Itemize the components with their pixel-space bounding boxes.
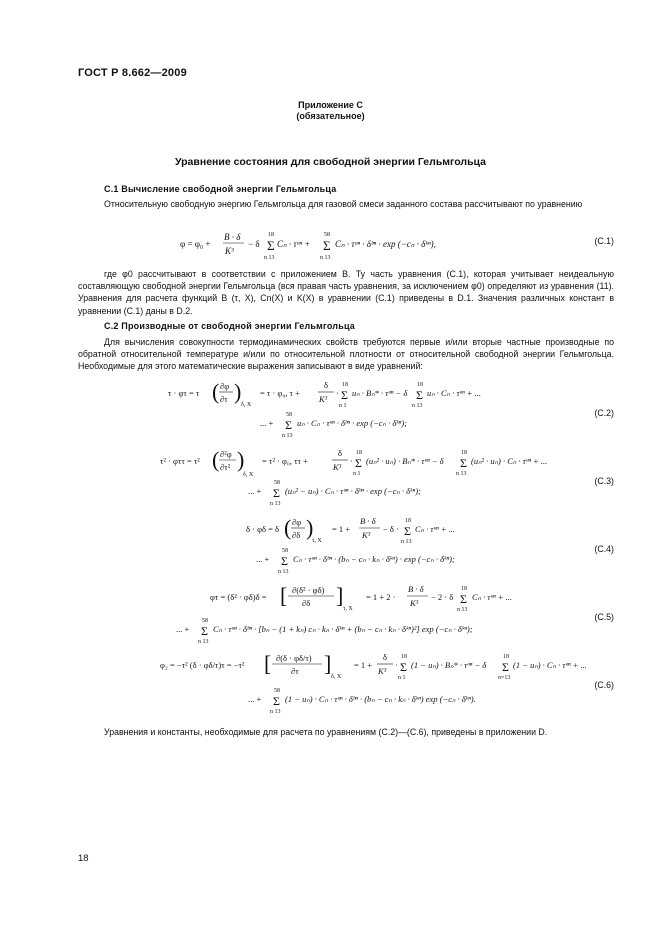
svg-text:18: 18: [342, 382, 348, 388]
page-number: 18: [78, 853, 89, 864]
svg-text:Σ: Σ: [267, 238, 275, 253]
svg-text:δ: δ: [383, 652, 388, 662]
svg-text:∂δ: ∂δ: [302, 598, 311, 608]
section-heading-c1: С.1 Вычисление свободной энергии Гельмгольца: [104, 184, 337, 194]
svg-text:n=13: n=13: [498, 675, 511, 681]
svg-text:= 1 + 2 ·: = 1 + 2 ·: [366, 592, 396, 602]
svg-text:K³: K³: [362, 530, 371, 540]
svg-text:Σ: Σ: [400, 660, 407, 674]
svg-text:∂²φ: ∂²φ: [220, 449, 232, 459]
svg-text:φτ = (δ² · φδ)δ =: φτ = (δ² · φδ)δ =: [210, 592, 267, 602]
svg-text:58: 58: [202, 618, 208, 624]
svg-text:·: ·: [350, 456, 353, 466]
svg-text:n 13: n 13: [320, 255, 331, 261]
svg-text:n 13: n 13: [270, 501, 281, 506]
svg-text:− δ: − δ: [248, 239, 260, 249]
svg-text:uₙ · Bₙ* · τᵘⁿ − δ: uₙ · Bₙ* · τᵘⁿ − δ: [352, 388, 408, 398]
svg-text:τ² · φττ = τ²: τ² · φττ = τ²: [160, 456, 200, 466]
svg-text:K³: K³: [319, 394, 328, 404]
svg-text:18: 18: [417, 382, 423, 388]
svg-text:n 13: n 13: [278, 569, 289, 574]
svg-text:Cₙ · τᵘⁿ +: Cₙ · τᵘⁿ +: [277, 239, 311, 249]
svg-text:(uₙ² · uₙ) · Bₙ* · τᵘⁿ − δ: (uₙ² · uₙ) · Bₙ* · τᵘⁿ − δ: [366, 456, 444, 466]
svg-text:58: 58: [274, 688, 280, 694]
svg-text:Σ: Σ: [201, 624, 208, 638]
svg-text:n 1: n 1: [398, 675, 406, 681]
svg-text:uₙ · Cₙ · τᵘⁿ + ...: uₙ · Cₙ · τᵘⁿ + ...: [427, 388, 482, 398]
svg-text:K³: K³: [410, 598, 419, 608]
svg-text:∂τ²: ∂τ²: [220, 462, 231, 472]
svg-text:Σ: Σ: [416, 388, 423, 402]
equation-c1-formula: [180, 228, 480, 264]
svg-text:18: 18: [356, 450, 362, 456]
svg-text:58: 58: [282, 548, 288, 554]
svg-text:n 13: n 13: [270, 709, 281, 714]
svg-text:n 1: n 1: [339, 403, 347, 409]
equation-c4-number: (С.4): [594, 544, 614, 554]
page-title: Уравнение состояния для свободной энергии Гельмгольца: [175, 156, 486, 168]
svg-text:): ): [234, 379, 242, 404]
equation-c1-number: (С.1): [594, 236, 614, 246]
svg-text:18: 18: [503, 654, 509, 660]
svg-text:Σ: Σ: [281, 554, 288, 568]
svg-text:τ, X: τ, X: [343, 606, 353, 612]
svg-text:n 13: n 13: [412, 403, 423, 409]
svg-text:∂(δ² · φδ): ∂(δ² · φδ): [292, 585, 325, 595]
svg-text:... +: ... +: [256, 554, 270, 564]
svg-text:∂φ: ∂φ: [220, 381, 230, 391]
svg-text:Σ: Σ: [460, 592, 467, 606]
svg-text:58: 58: [286, 412, 292, 418]
svg-text:− 2 · δ: − 2 · δ: [431, 592, 454, 602]
svg-text:(uₙ² − uₙ) · Cₙ · τᵘⁿ · δᵇⁿ ·: (uₙ² − uₙ) · Cₙ · τᵘⁿ · δᵇⁿ · exp (−cₙ · δᵏⁿ);: [285, 486, 421, 496]
equation-c4-formula: [220, 514, 580, 574]
svg-text:∂δ: ∂δ: [292, 530, 301, 540]
appendix-status: (обязательное): [296, 111, 365, 121]
svg-text:n 13: n 13: [282, 433, 293, 438]
svg-text:Σ: Σ: [341, 388, 348, 402]
svg-text:(uₙ² · uₙ) · Cₙ · τᵘⁿ + ...: (uₙ² · uₙ) · Cₙ · τᵘⁿ + ...: [471, 456, 548, 466]
svg-text:(1 − uₙ) · Cₙ · τᵘⁿ + ...: (1 − uₙ) · Cₙ · τᵘⁿ + ...: [513, 660, 587, 670]
svg-text:= 1 +: = 1 +: [332, 524, 351, 534]
svg-text:... +: ... +: [248, 694, 262, 704]
svg-text:τ, X: τ, X: [312, 538, 322, 544]
svg-text:δ · φδ = δ: δ · φδ = δ: [246, 524, 280, 534]
svg-text:uₙ · Cₙ · τᵘⁿ · δᵇⁿ · exp (−cₙ: uₙ · Cₙ · τᵘⁿ · δᵇⁿ · exp (−cₙ · δᵏⁿ);: [297, 418, 408, 428]
equation-c5-number: (С.5): [594, 612, 614, 622]
svg-text:δ: δ: [338, 448, 343, 458]
svg-text:n 13: n 13: [457, 607, 468, 613]
document-standard-code: ГОСТ Р 8.662—2009: [78, 67, 187, 79]
svg-text:B · δ: B · δ: [408, 584, 424, 594]
svg-text:Cₙ · τᵘⁿ + ...: Cₙ · τᵘⁿ + ...: [472, 592, 513, 602]
svg-text:∂(δ · φδ/τ): ∂(δ · φδ/τ): [276, 653, 312, 663]
svg-text:− δ ·: − δ ·: [383, 524, 399, 534]
svg-text:18: 18: [405, 518, 411, 524]
svg-text:B · δ: B · δ: [360, 516, 376, 526]
svg-text:δ: δ: [324, 380, 329, 390]
svg-text:Cₙ · τᵘⁿ · δᵇⁿ · (bₙ − cₙ · kₙ: Cₙ · τᵘⁿ · δᵇⁿ · (bₙ − cₙ · kₙ · δᵏⁿ) · exp (−cₙ · δᵏⁿ);: [293, 554, 455, 564]
equation-c3-formula: [160, 446, 580, 506]
svg-text:Σ: Σ: [404, 524, 411, 538]
svg-text:τ · φτ = τ: τ · φτ = τ: [168, 388, 200, 398]
svg-text:Σ: Σ: [502, 660, 509, 674]
svg-text:K³: K³: [378, 666, 387, 676]
section-c2-intro: Для вычисления совокупности термодинамических свойств требуются первые и/или вторые частные производные по обратной относительной температуре и/или по относительной плотности от относительной свободной энергии Гельмгольца. Необходимые для этого математические выражения записывают в виде уравнений:: [78, 337, 614, 372]
equation-c6-formula: [160, 650, 590, 714]
svg-text:n 13: n 13: [264, 255, 275, 261]
svg-text:... +: ... +: [176, 624, 190, 634]
appendix-label: Приложение С: [298, 100, 363, 110]
svg-text:(1 − uₙ) · Cₙ · τᵘⁿ · δᵇⁿ · (b: (1 − uₙ) · Cₙ · τᵘⁿ · δᵇⁿ · (bₙ − cₙ · kₙ · δᵏⁿ) exp (−cₙ · δᵏⁿ).: [285, 694, 476, 704]
svg-text:δ, X: δ, X: [243, 472, 254, 478]
svg-text:18: 18: [461, 450, 467, 456]
svg-text:= 1 +: = 1 +: [354, 660, 373, 670]
svg-text:18: 18: [401, 654, 407, 660]
svg-text:Cₙ · τᵘⁿ · δᵇⁿ · exp (−cₙ · δᵏ: Cₙ · τᵘⁿ · δᵇⁿ · exp (−cₙ · δᵏⁿ),: [335, 239, 436, 249]
svg-text:): ): [306, 515, 314, 540]
svg-text:Σ: Σ: [460, 456, 467, 470]
svg-text:18: 18: [461, 586, 467, 592]
svg-text:Σ: Σ: [323, 238, 331, 253]
svg-text:... +: ... +: [260, 418, 274, 428]
svg-text:δ, X: δ, X: [241, 402, 252, 408]
svg-text:·: ·: [336, 388, 339, 398]
section-c1-explanation: где φ0 рассчитывают в соответствии с приложением В. Ту часть уравнения (С.1), которая учитывает неидеальную составляющую свободной энергии Гельмгольца (вся правая часть уравнения, за исключением φ0) определяют из уравнения (11). Уравнения для расчета функций B (τ, X), Cn(X) и K(X) в уравнении (С.1) приведены в D.1. Значения различных констант в уравнении (С.1) даны в D.2.: [78, 269, 614, 316]
svg-text:φ₂ = −τ² (δ · φδ/τ)τ = −τ²: φ₂ = −τ² (δ · φδ/τ)τ = −τ²: [160, 660, 245, 670]
svg-text:Σ: Σ: [273, 486, 280, 500]
svg-text:): ): [237, 447, 245, 472]
svg-text:∂τ: ∂τ: [291, 666, 299, 676]
svg-text:δ, X: δ, X: [331, 674, 342, 680]
svg-text:(: (: [212, 379, 220, 404]
svg-text:(: (: [284, 515, 292, 540]
svg-text:]: ]: [336, 583, 344, 608]
svg-text:]: ]: [324, 651, 332, 676]
svg-text:n 13: n 13: [198, 639, 209, 644]
svg-text:(1 − uₙ) · Bₙ* · τᵘⁿ − δ: (1 − uₙ) · Bₙ* · τᵘⁿ − δ: [411, 660, 487, 670]
svg-text:n 13: n 13: [456, 471, 467, 477]
svg-text:Σ: Σ: [285, 418, 292, 432]
svg-text:∂τ: ∂τ: [220, 394, 228, 404]
svg-text:n 1: n 1: [353, 471, 361, 477]
svg-text:... +: ... +: [248, 486, 262, 496]
footer-note: Уравнения и константы, необходимые для расчета по уравнениям (С.2)—(С.6), приведены в приложении D.: [104, 727, 548, 737]
equation-c6-number: (С.6): [594, 680, 614, 690]
svg-text:= τ · φ₀, τ +: = τ · φ₀, τ +: [260, 388, 300, 398]
svg-text:Σ: Σ: [355, 456, 362, 470]
svg-text:[: [: [280, 583, 288, 608]
equation-c3-number: (С.3): [594, 476, 614, 486]
svg-text:(: (: [212, 447, 220, 472]
svg-text:Σ: Σ: [273, 694, 280, 708]
svg-text:= τ² · φ₀, ττ +: = τ² · φ₀, ττ +: [262, 456, 308, 466]
svg-text:n 13: n 13: [401, 539, 412, 545]
section-c1-intro: Относительную свободную энергию Гельмгольца для газовой смеси заданного состава рассчитывают по уравнению: [104, 199, 583, 209]
svg-text:·: ·: [395, 660, 398, 670]
svg-text:58: 58: [274, 480, 280, 486]
section-heading-c2: С.2 Производные от свободной энергии Гельмгольца: [104, 321, 356, 331]
svg-text:Cₙ · τᵘⁿ + ...: Cₙ · τᵘⁿ + ...: [415, 524, 456, 534]
svg-text:φ = φ₀ +: φ = φ₀ +: [180, 239, 211, 249]
svg-text:K³: K³: [225, 246, 234, 256]
equation-c2-formula: [168, 378, 578, 438]
svg-text:[: [: [264, 651, 272, 676]
svg-text:18: 18: [268, 232, 274, 238]
svg-text:B · δ: B · δ: [224, 232, 241, 242]
svg-text:Cₙ · τᵘⁿ · δᵇⁿ · [bₙ − (1 + kₙ: Cₙ · τᵘⁿ · δᵇⁿ · [bₙ − (1 + kₙ) cₙ · kₙ · δᵏⁿ + (bₙ − cₙ · kₙ · δᵏⁿ)²] exp (−cₙ · δᵏⁿ);: [213, 624, 473, 634]
svg-text:∂φ: ∂φ: [292, 517, 302, 527]
equation-c2-number: (С.2): [594, 408, 614, 418]
equation-c5-formula: [168, 582, 588, 644]
svg-text:58: 58: [324, 232, 330, 238]
svg-text:K³: K³: [333, 462, 342, 472]
